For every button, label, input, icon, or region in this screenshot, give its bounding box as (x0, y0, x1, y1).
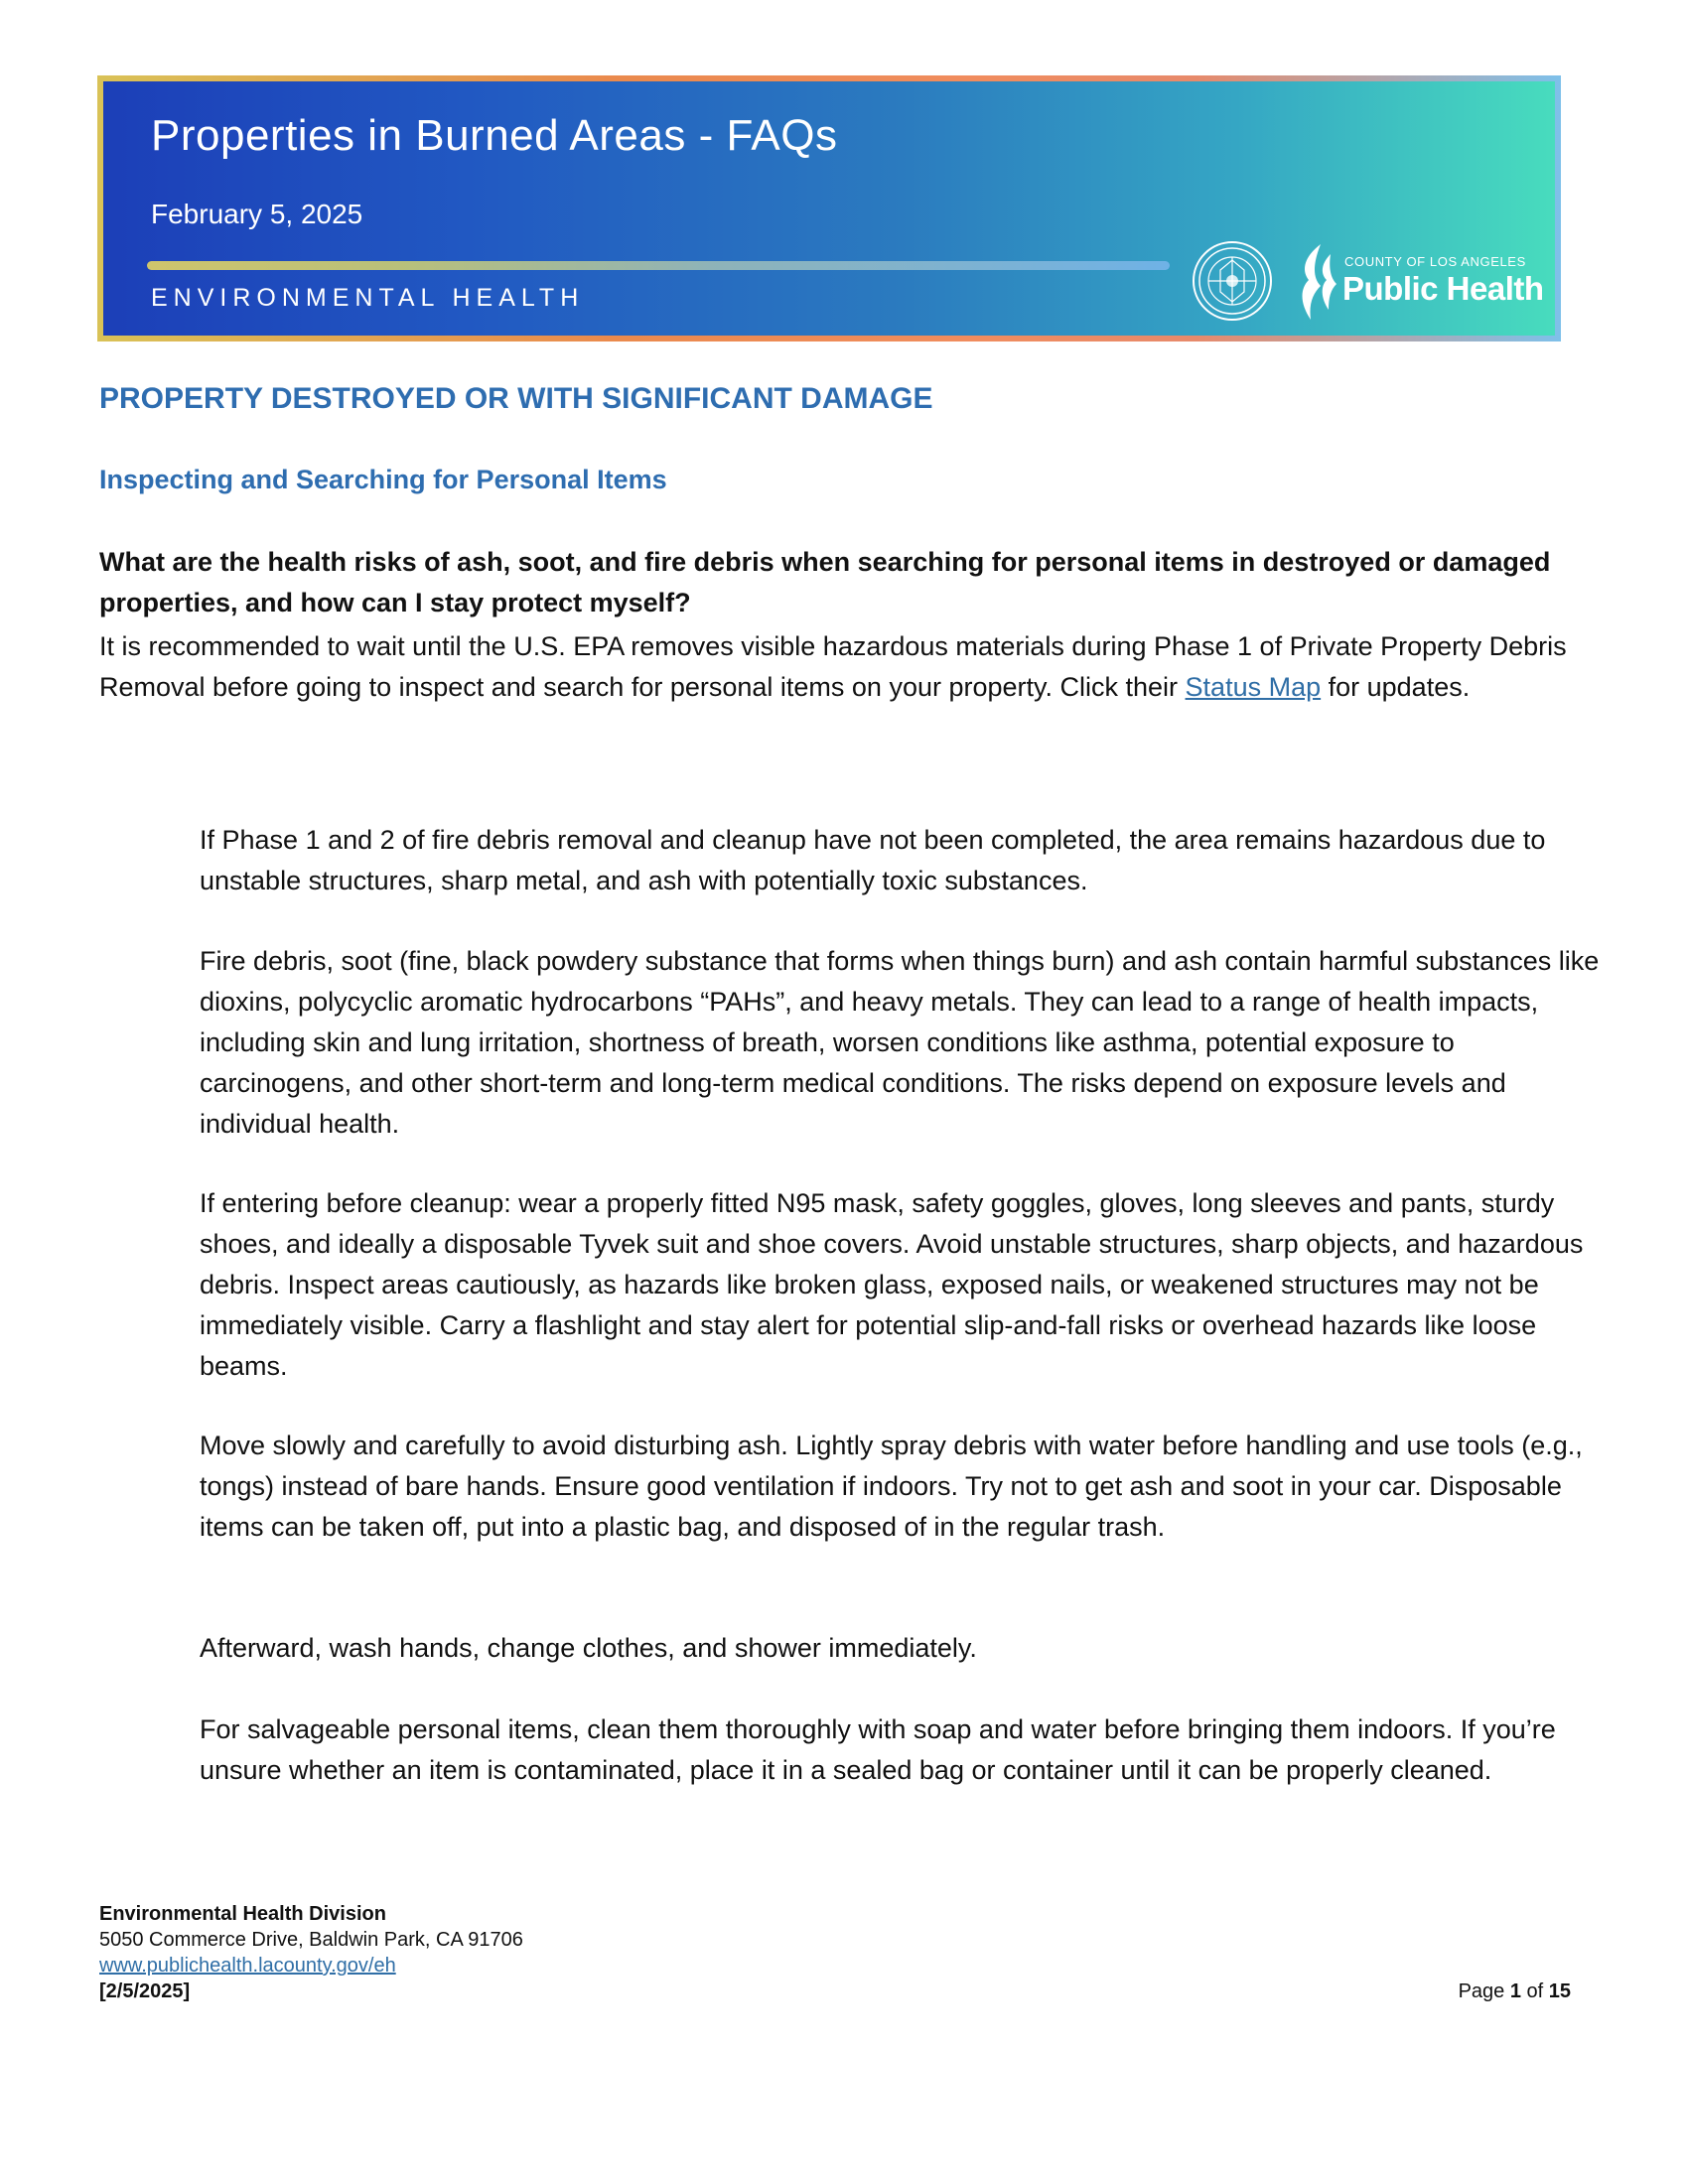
paragraph-health-impacts: Fire debris, soot (fine, black powdery substance that forms when things burn) and ash contain harmful substances like dioxins, polycyclic aromatic hydrocarbons “PAHs”, and heavy metals. They can lead to a range of health impacts, including skin and lung irritation, shortness of breath, worsen conditions like asthma, potential exposure to carcinogens, and other short-term and long-term medical conditions. The risks depend on exposure levels and individual health. (200, 946, 1600, 1139)
paragraph-protective-gear: If entering before cleanup: wear a properly fitted N95 mask, safety goggles, gloves, long sleeves and pants, sturdy shoes, and ideally a disposable Tyvek suit and shoe covers. Avoid unstable structures, sharp objects, and hazardous debris. Inspect areas cautiously, as hazards like broken glass, exposed nails, or weakened structures may not be immediately visible. Carry a flashlight and stay alert for potential slip-and-fall risks or overhead hazards like loose beams. (200, 1188, 1584, 1381)
paragraph-salvageable-items: For salvageable personal items, clean them thoroughly with soap and water before bringing them indoors. If you’re unsure whether an item is contaminated, place it in a sealed bag or container until it can be properly cleaned. (200, 1714, 1556, 1785)
county-seal-icon (1192, 240, 1273, 322)
page-total: 15 (1548, 1980, 1571, 2002)
page-of: of (1520, 1980, 1549, 2002)
public-health-mark-icon (1291, 240, 1342, 326)
public-health-logo (1291, 240, 1544, 326)
faq-question: What are the health risks of ash, soot, and fire debris when searching for personal items in destroyed or damaged properties, and how can I stay protect myself? (99, 547, 1551, 617)
header-banner (97, 75, 1561, 341)
subsection-heading: Inspecting and Searching for Personal Items (99, 465, 667, 494)
faq-answer (99, 626, 1569, 708)
status-map-link[interactable]: Status Map (1185, 672, 1322, 702)
paragraph-phase-hazard: If Phase 1 and 2 of fire debris removal and cleanup have not been completed, the area remains hazardous due to unstable structures, sharp metal, and ash with potentially toxic substances. (200, 825, 1546, 895)
banner-background (103, 81, 1555, 336)
document-title: Properties in Burned Areas - FAQs (151, 111, 838, 160)
page-current: 1 (1509, 1980, 1521, 2002)
department-name: ENVIRONMENTAL HEALTH (151, 284, 585, 312)
footer-address: 5050 Commerce Drive, Baldwin Park, CA 91706 (99, 1929, 523, 1951)
paragraph-handling-ash: Move slowly and carefully to avoid disturbing ash. Lightly spray debris with water before handling and use tools (e.g., tongs) instead of bare hands. Ensure good ventilation if indoors. Try not to get ash and soot in your car. Disposable items can be taken off, put into a plastic bag, and disposed of in the regular trash. (200, 1431, 1583, 1542)
footer-date: [2/5/2025] (99, 1980, 191, 2002)
page-prefix: Page (1458, 1980, 1510, 2002)
logo-county-text: COUNTY OF LOS ANGELES (1344, 254, 1526, 269)
paragraph-afterward: Afterward, wash hands, change clothes, and shower immediately. (200, 1633, 977, 1663)
section-heading: PROPERTY DESTROYED OR WITH SIGNIFICANT DAMAGE (99, 382, 933, 415)
document-date: February 5, 2025 (151, 199, 363, 229)
footer-website-link[interactable]: www.publichealth.lacounty.gov/eh (99, 1955, 396, 1977)
page-number (1459, 1980, 1571, 2003)
answer-text-after: for updates. (1321, 672, 1471, 702)
banner-divider (147, 261, 1170, 270)
footer-organization: Environmental Health Division (99, 1903, 386, 1925)
answer-text-before: It is recommended to wait until the U.S. EPA removes visible hazardous materials during Phase 1 of Private Property Debris Removal before going to inspect and search for personal items on your property. Click their (99, 631, 1567, 702)
logo-public-health-text: Public Health (1342, 270, 1544, 307)
